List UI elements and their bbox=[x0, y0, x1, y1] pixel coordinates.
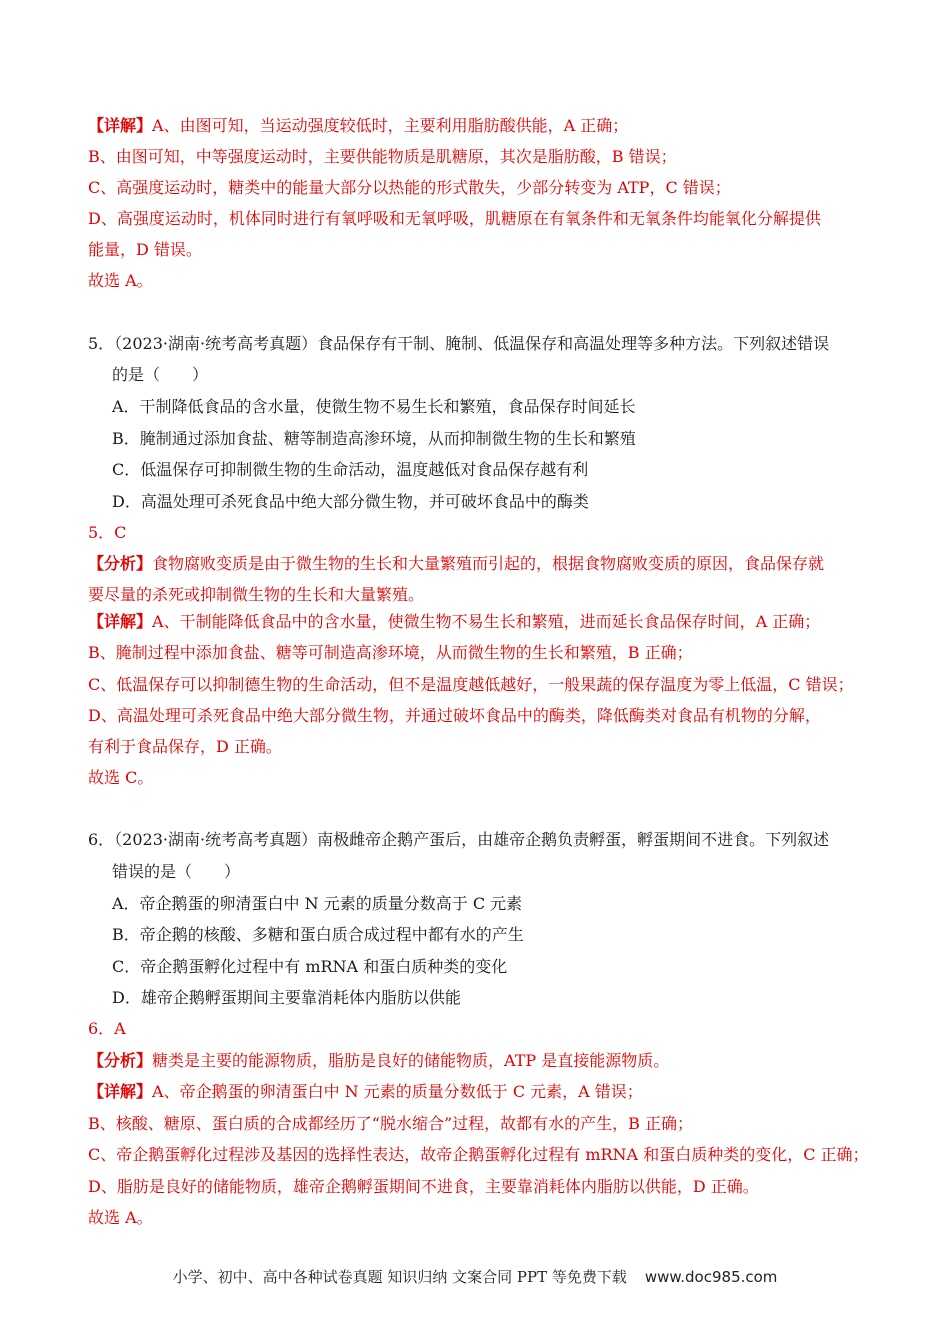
q4-detail-line-b: B、由图可知，中等强度运动时，主要供能物质是肌糖原，其次是脂肪酸，B 错误； bbox=[88, 147, 677, 166]
q4-detail-line-d: D、高强度运动时，机体同时进行有氧呼吸和无氧呼吸，肌糖原在有氧条件和无氧条件均能氧化分解提供 bbox=[88, 209, 821, 228]
q6-option-d: D．雄帝企鹅孵蛋期间主要靠消耗体内脂肪以供能 bbox=[112, 988, 461, 1007]
q5-option-a: A．干制降低食品的含水量，使微生物不易生长和繁殖，食品保存时间延长 bbox=[112, 397, 636, 416]
q5-detail-line-c: C、低温保存可以抑制德生物的生命活动，但不是温度越低越好，一般果蔬的保存温度为零上低温，C 错误； bbox=[88, 675, 854, 694]
q4-detail-line-c: C、高强度运动时，糖类中的能量大部分以热能的形式散失，少部分转变为 ATP，C 错误； bbox=[88, 178, 731, 197]
q5-option-c: C．低温保存可抑制微生物的生命活动，温度越低对食品保存越有利 bbox=[112, 460, 589, 479]
q6-conclusion: 故选 A。 bbox=[88, 1208, 153, 1227]
footer-link[interactable]: www.doc985.com bbox=[644, 1268, 778, 1286]
q6-stem-line2: 错误的是（ ） bbox=[112, 862, 241, 881]
q6-option-c: C．帝企鹅蛋孵化过程中有 mRNA 和蛋白质种类的变化 bbox=[112, 957, 508, 976]
q5-answer: 5．C bbox=[88, 523, 127, 542]
q5-detail-line-a: 【详解】A、干制能降低食品中的含水量，使微生物不易生长和繁殖，进而延长食品保存时间，A 正确； bbox=[88, 612, 821, 631]
page-footer bbox=[0, 1266, 950, 1287]
q5-detail-line-b: B、腌制过程中添加食盐、糖等可制造高渗环境，从而微生物的生长和繁殖，B 正确； bbox=[88, 643, 693, 662]
q5-analysis-line2: 要尽量的杀死或抑制微生物的生长和大量繁殖。 bbox=[88, 585, 425, 604]
q6-detail-line-b: B、核酸、糖原、蛋白质的合成都经历了“脱水缩合”过程，故都有水的产生，B 正确； bbox=[88, 1114, 693, 1133]
q6-stem-line1: 6．（2023·湖南·统考高考真题）南极雌帝企鹅产蛋后，由雄帝企鹅负责孵蛋，孵蛋期间不进食。下列叙述 bbox=[88, 830, 830, 849]
q5-stem-line2: 的是（ ） bbox=[112, 365, 209, 384]
q6-detail-line-d: D、脂肪是良好的储能物质，雄帝企鹅孵蛋期间不进食，主要靠消耗体内脂肪以供能，D 正确。 bbox=[88, 1177, 759, 1196]
q5-detail-line-d-cont: 有利于食品保存，D 正确。 bbox=[88, 737, 282, 756]
q6-analysis-line1: 【分析】糖类是主要的能源物质，脂肪是良好的储能物质，ATP 是直接能源物质。 bbox=[88, 1051, 670, 1070]
q6-option-a: A．帝企鹅蛋的卵清蛋白中 N 元素的质量分数高于 C 元素 bbox=[112, 894, 523, 913]
q4-detail-line-d-cont: 能量，D 错误。 bbox=[88, 240, 202, 259]
q5-option-b: B．腌制通过添加食盐、糖等制造高渗环境，从而抑制微生物的生长和繁殖 bbox=[112, 429, 636, 448]
q6-detail-line-a: 【详解】A、帝企鹅蛋的卵清蛋白中 N 元素的质量分数低于 C 元素，A 错误； bbox=[88, 1082, 643, 1101]
q6-option-b: B．帝企鹅的核酸、多糖和蛋白质合成过程中都有水的产生 bbox=[112, 925, 524, 944]
q5-stem-line1: 5．（2023·湖南·统考高考真题）食品保存有干制、腌制、低温保存和高温处理等多种方法。下列叙述错误 bbox=[88, 334, 830, 353]
q5-conclusion: 故选 C。 bbox=[88, 768, 154, 787]
q5-option-d: D．高温处理可杀死食品中绝大部分微生物，并可破坏食品中的酶类 bbox=[112, 492, 589, 511]
q6-answer: 6．A bbox=[88, 1019, 126, 1038]
q6-detail-line-c: C、帝企鹅蛋孵化过程涉及基因的选择性表达，故帝企鹅蛋孵化过程有 mRNA 和蛋白质种类的变化，C 正确； bbox=[88, 1145, 869, 1164]
footer-text: 小学、初中、高中各种试卷真题 知识归纳 文案合同 PPT 等免费下载 bbox=[172, 1268, 627, 1286]
q5-analysis-line1: 【分析】食物腐败变质是由于微生物的生长和大量繁殖而引起的，根据食物腐败变质的原因，食品保存就 bbox=[88, 554, 825, 573]
q5-detail-line-d: D、高温处理可杀死食品中绝大部分微生物，并通过破坏食品中的酶类，降低酶类对食品有机物的分解， bbox=[88, 706, 821, 725]
q4-conclusion: 故选 A。 bbox=[88, 271, 153, 290]
q4-detail-line-a: 【详解】A、由图可知，当运动强度较低时，主要利用脂肪酸供能，A 正确； bbox=[88, 116, 629, 135]
